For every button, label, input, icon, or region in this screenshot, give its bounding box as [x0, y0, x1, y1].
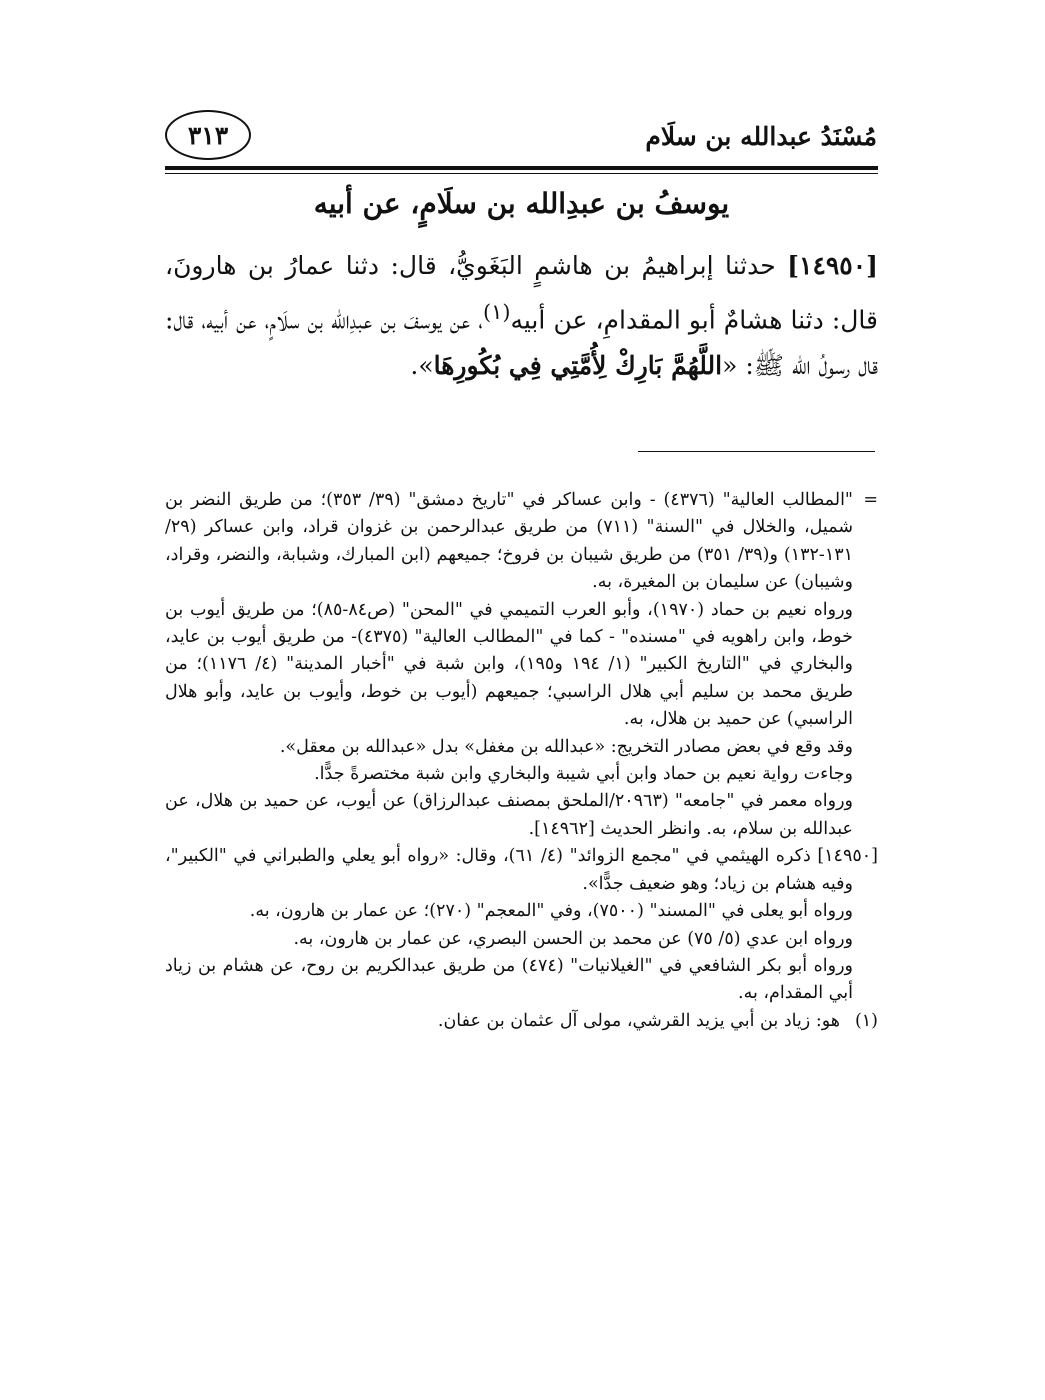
footnote-paragraph: "المطالب العالية" (٤٣٧٦) - وابن عساكر في "تاريخ دمشق" (٣٩/ ٣٥٣)؛ من طريق النضر بن شميل، والخلال في "السنة" (٧١١) من طريق عبدالرحمن بن غزوان قراد، وابن عساكر (٢٩/ ١٣١-١٣٢) و(٣٩/ ٣٥١) من طريق شيبان بن فروخ؛ جميعهم (ابن المبارك، وشبابة، والنضر، وقراد، وشيبان) عن سليمان بن المغيرة، به. — [165, 490, 854, 593]
hadith-isnad-continued: ، عن يوسفَ بن عبدِالله بن سلَامٍ، عن أبيه، قال: قال رسولُ الله ﷺ: « — [165, 305, 878, 381]
footnote-one-text: هو: زياد بن أبي يزيد القرشي، مولى آل عثمان بن عفان. — [437, 1010, 840, 1031]
continuation-marker: = — [863, 490, 878, 510]
hadith-number: [١٤٩٥٠] — [787, 251, 878, 280]
hadith-body — [165, 243, 878, 389]
footnotes — [165, 487, 878, 1035]
running-title: مُسْنَدُ عبدالله بن سلَام — [645, 122, 877, 151]
header-rule-thick — [165, 166, 878, 170]
footnote-hadith-note: [١٤٩٥٠] ذكره الهيثمي في "مجمع الزوائد" (٤/ ٦١)، وقال: «رواه أبو يعلي والطبراني في "الكبير"، وفيه هشام بن زياد؛ وهو ضعيف جدًّا». — [165, 846, 878, 894]
header-rule-thin — [165, 173, 878, 174]
hadith-quote: اللَّهُمَّ بَارِكْ لِأُمَّتِي فِي بُكُورِهَا — [433, 351, 723, 381]
footnote-paragraph: ورواه ابن عدي (٥/ ٧٥) عن محمد بن الحسن البصري، عن عمار بن هارون، به. — [293, 928, 853, 949]
footnote-paragraph: ورواه أبو يعلى في "المسند" (٧٥٠٠)، وفي "المعجم" (٢٧٠)؛ عن عمار بن هارون، به. — [249, 901, 853, 922]
footnote-one-marker: (١) — [854, 1010, 878, 1031]
footnote-paragraph: ورواه نعيم بن حماد (١٩٧٠)، وأبو العرب التميمي في "المحن" (ص٨٤-٨٥)؛ من طريق أيوب بن خوط، وابن راهويه في "مسنده" - كما في "المطالب العالية" (٤٣٧٥)- من طريق أيوب بن عايد، والبخاري في "التاريخ الكبير" (١/ ١٩٤ و١٩٥)، وابن شبة في "أخبار المدينة" (٤/ ١١٧٦)؛ من طريق محمد بن سليم أبي هلال الراسبي؛ جميعهم (أيوب بن خوط، وأيوب بن عايد، وأبو هلال الراسبي) عن حميد بن هلال، به. — [165, 599, 853, 730]
footnote-separator — [638, 451, 875, 452]
footnote-one — [165, 1008, 878, 1035]
page-number-text: ٣١٣ — [187, 120, 229, 150]
footnote-paragraph: وقد وقع في بعض مصادر التخريج: «عبدالله بن مغفل» بدل «عبدالله بن معقل». — [279, 736, 853, 757]
footnote-reference: (١) — [483, 300, 511, 324]
footnote-continuation — [165, 487, 878, 843]
hadith-paragraph — [165, 243, 878, 389]
hadith-isnad: حدثنا إبراهيمُ بن هاشمٍ البَغَويُّ، قال: دثنا عمارُ بن هارونَ، قال: دثنا هشامٌ أبو المقدامِ، عن أبيه — [165, 251, 878, 335]
hadith-closing: ». — [410, 351, 434, 381]
footnote-paragraph: ورواه أبو بكر الشافعي في "الغيلانيات" (٤٧٤) من طريق عبدالكريم بن روح، عن هشام بن زياد أبي المقدام، به. — [165, 955, 854, 1004]
footnote-paragraph: ورواه معمر في "جامعه" (٢٠٩٦٣/الملحق بمصنف عبدالرزاق) عن أيوب، عن حميد بن هلال، عن عبدالله بن سلام، به. وانظر الحديث [١٤٩٦٢]. — [165, 791, 853, 839]
page-number — [165, 110, 251, 160]
chapter-heading: يوسفُ بن عبدِالله بن سلَامٍ، عن أبيه — [313, 187, 730, 220]
footnote-paragraph: وجاءت رواية نعيم بن حماد وابن أبي شيبة والبخاري وابن شبة مختصرةً جدًّا. — [314, 764, 853, 785]
